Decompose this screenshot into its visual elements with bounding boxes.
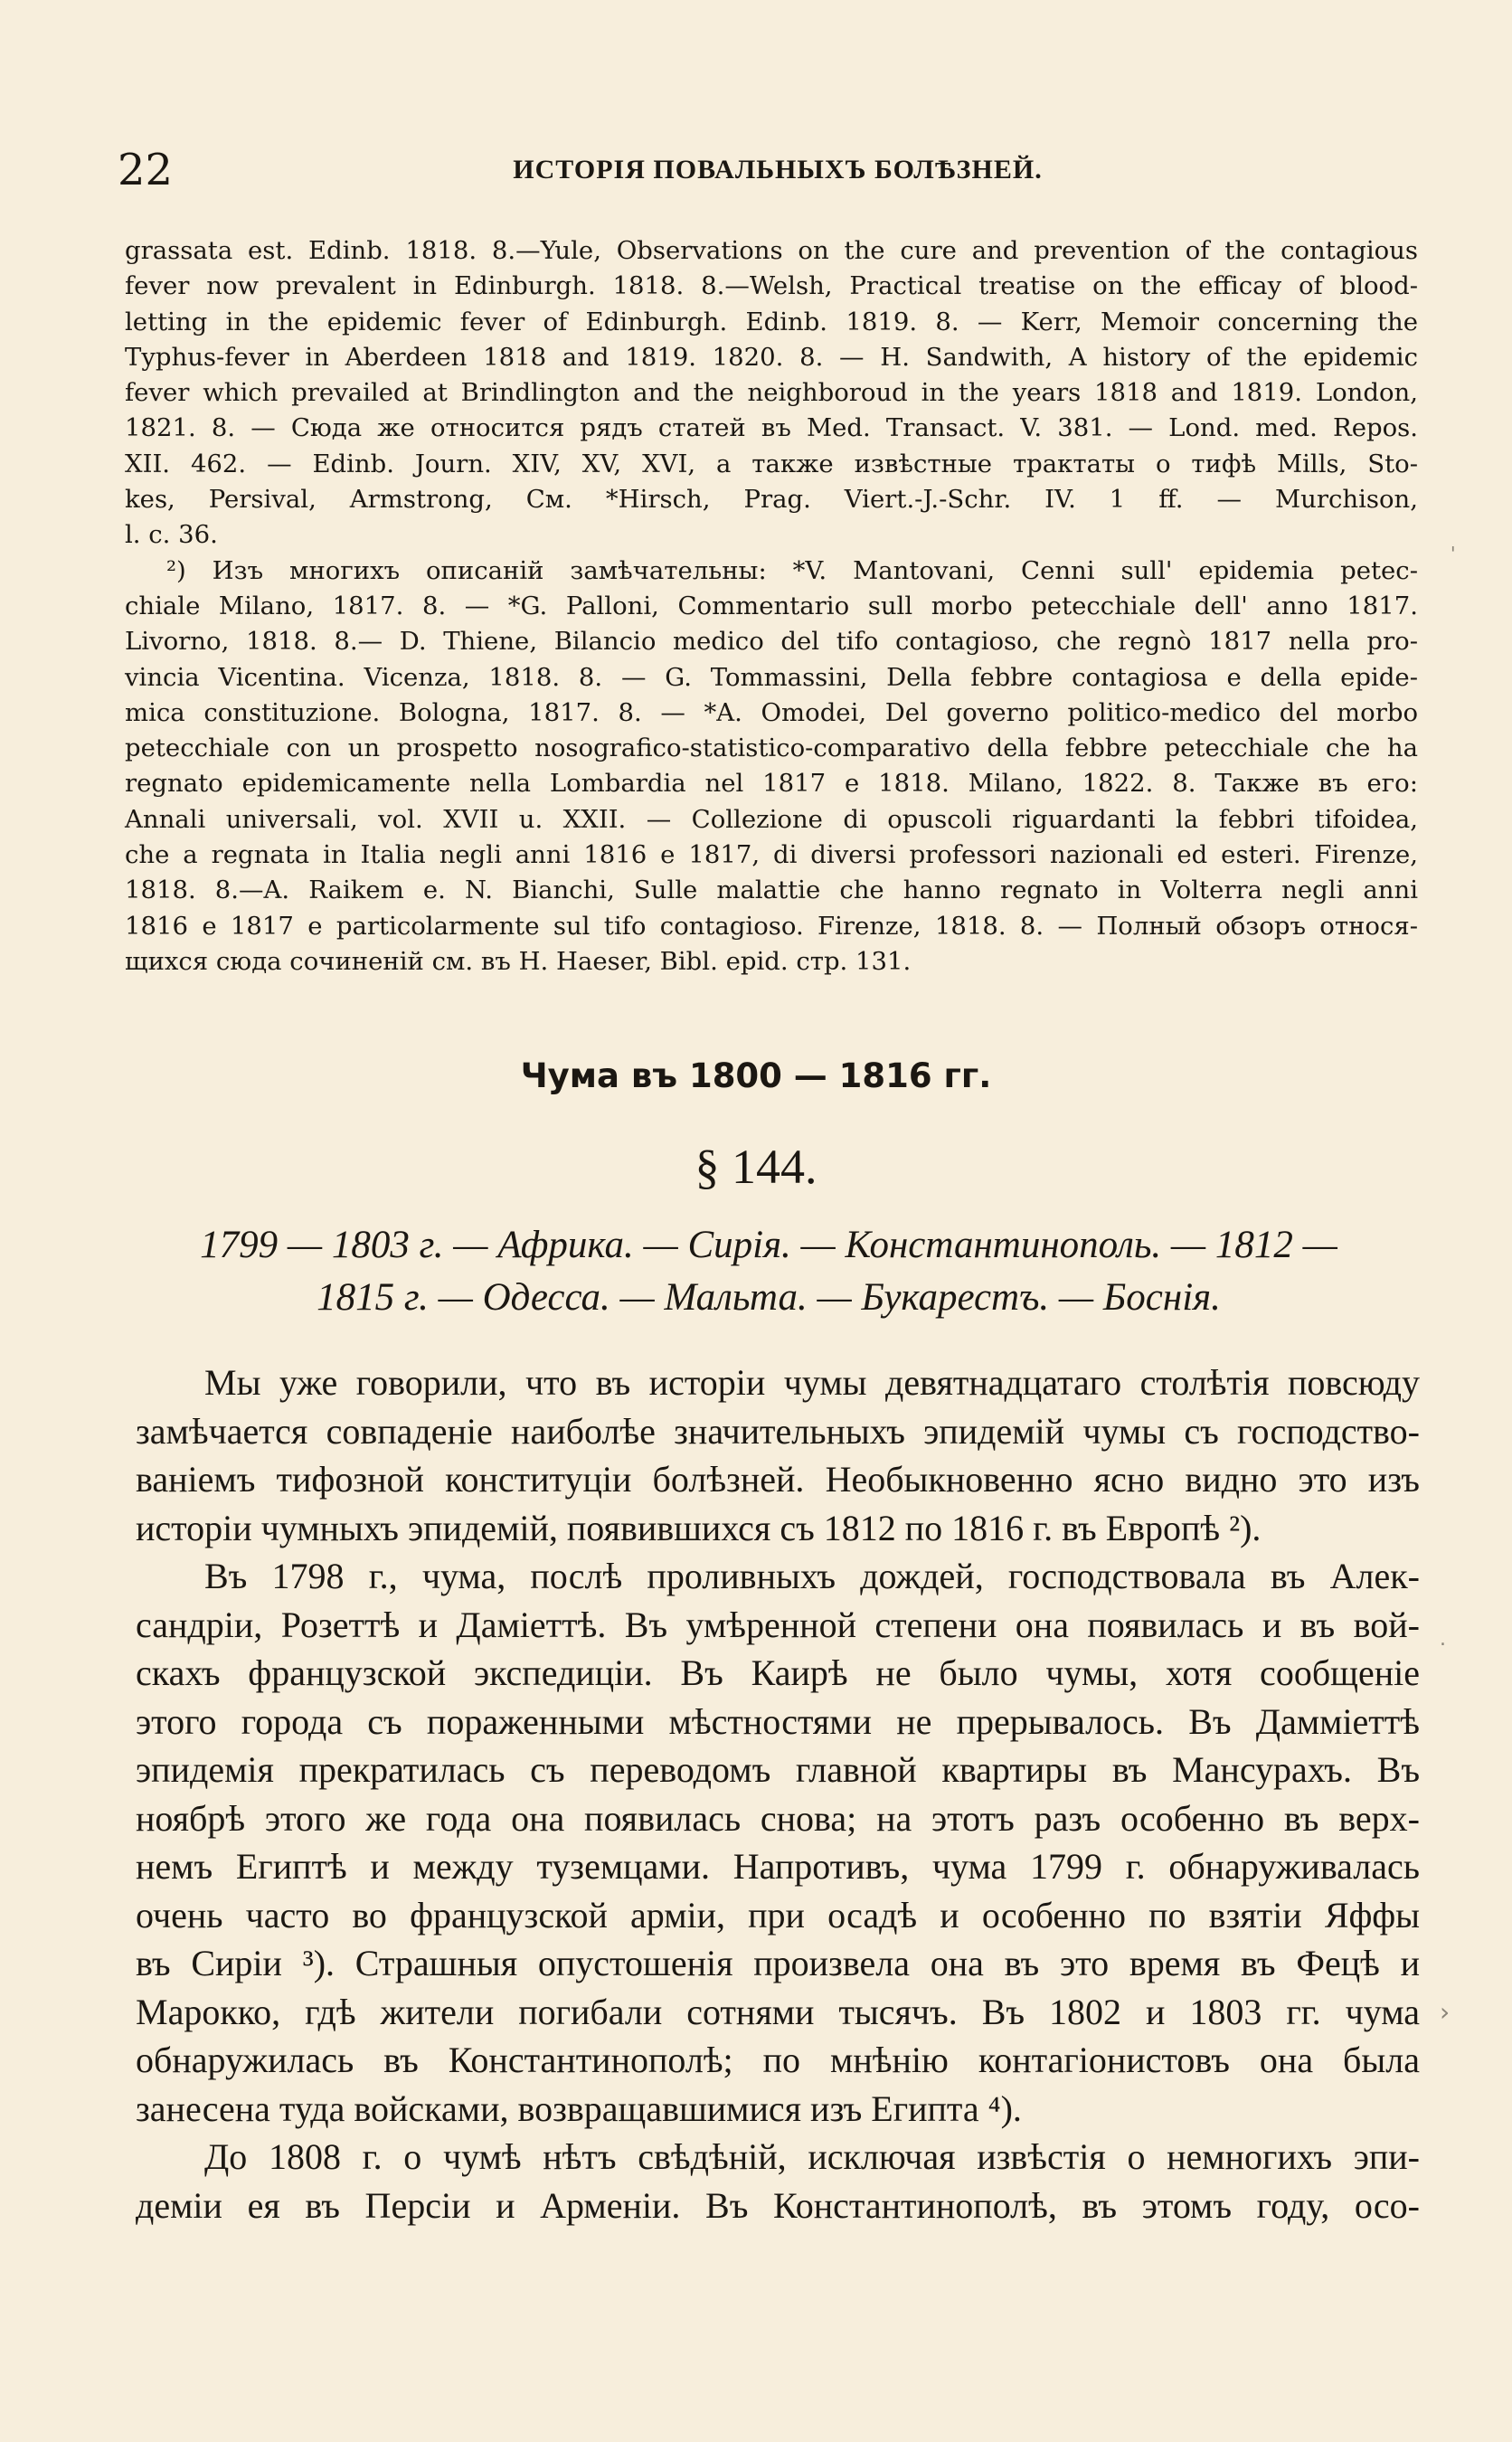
body-line: ваніемъ тифозной конституціи болѣзней. Необыкновенно ясно видно это изъ xyxy=(136,1459,1420,1500)
body-line: въ Сиріи ³). Страшныя опустошенія произвела она въ это время въ Фецѣ и xyxy=(136,1943,1420,1983)
body-line: занесена туда войсками, возвращавшимися изъ Египта ⁴). xyxy=(136,2087,1022,2129)
footnote-line: Livorno, 1818. 8.— D. Thiene, Bilancio medico del tifo contagioso, che regnò 1817 nella pro- xyxy=(125,627,1418,657)
body-line: Въ 1798 г., чума, послѣ проливныхъ дождей, господствовала въ Алек- xyxy=(204,1556,1420,1596)
body-line: До 1808 г. о чумѣ нѣтъ свѣдѣній, исключая извѣстія о немногихъ эпи- xyxy=(204,2136,1420,2177)
body-line: Мы уже говорили, что въ исторіи чумы девятнадцатаго столѣтія повсюду xyxy=(204,1362,1420,1403)
body-line: деміи ея въ Персіи и Арменіи. Въ Константинополѣ, въ этомъ году, осо- xyxy=(136,2184,1420,2226)
body-line: исторіи чумныхъ эпидемій, появившихся съ 1812 по 1816 г. въ Европѣ ²). xyxy=(136,1507,1262,1548)
body-line: замѣчается совпаденіе наиболѣе значительныхъ эпидемій чумы съ господство- xyxy=(136,1410,1420,1452)
body-text xyxy=(136,1358,1420,2229)
footnote-line: kes, Persival, Armstrong, См. *Hirsch, Prag. Viert.-J.-Schr. IV. 1 ff. — Murchison, xyxy=(125,485,1418,515)
footnote-line: l. c. 36. xyxy=(125,520,218,550)
subtitle-line: 1799 — 1803 г. — Африка. — Сирія. — Константинополь. — 1812 — xyxy=(200,1224,1337,1266)
page-header xyxy=(118,143,1438,197)
footnote-line: vincia Vicentina. Vicenza, 1818. 8. — G. Tommassini, Della febbre contagiosa e della epide- xyxy=(125,662,1418,692)
footnote-line: chiale Milano, 1817. 8. — *G. Palloni, Commentario sull morbo petecchiale dell' anno 1817. xyxy=(125,591,1418,620)
margin-speck: ' xyxy=(1451,543,1456,564)
body-line: ноябрѣ этого же года она появилась снова; на этотъ разъ особенно въ верх- xyxy=(136,1797,1420,1839)
footnotes-block xyxy=(125,233,1418,980)
page-number: 22 xyxy=(118,145,174,195)
margin-speck: . xyxy=(1440,1628,1446,1651)
section-title: Чума въ 1800 — 1816 гг. xyxy=(520,1056,992,1095)
footnote-line: grassata est. Edinb. 1818. 8.—Yule, Observations on the cure and prevention of the contagious xyxy=(125,236,1418,265)
running-head: ИСТОРІЯ ПОВАЛЬНЫХЪ БОЛѢЗНЕЙ. xyxy=(513,155,1043,185)
footnote-line: che a regnata in Italia negli anni 1816 e 1817, di diversi professori nazionali ed esteri. Firenze, xyxy=(125,840,1418,870)
body-line: сандріи, Розеттѣ и Даміеттѣ. Въ умѣренной степени она появилась и въ вой- xyxy=(136,1604,1420,1645)
body-line: скахъ французской экспедиціи. Въ Каирѣ не было чумы, хотя сообщеніе xyxy=(136,1652,1420,1693)
body-line: обнаружилась въ Константинополѣ; по мнѣнію контагіонистовъ она была xyxy=(136,2040,1420,2080)
footnote-line: 1821. 8. — Сюда же относится рядъ статей въ Med. Transact. V. 381. — Lond. med. Repos. xyxy=(125,413,1418,443)
footnote-line: XII. 462. — Edinb. Journ. XIV, XV, XVI, а также извѣстные трактаты о тифѣ Mills, Sto- xyxy=(125,449,1418,478)
footnote-line: 1818. 8.—A. Raikem e. N. Bianchi, Sulle malattie che hanno regnato in Volterra negli anni xyxy=(125,876,1418,905)
footnote-line: Typhus-fever in Aberdeen 1818 and 1819. 1820. 8. — H. Sandwith, A history of the epidemic xyxy=(125,342,1418,372)
body-line: немъ Египтѣ и между туземцами. Напротивъ, чума 1799 г. обнаруживалась xyxy=(136,1846,1420,1887)
footnote-line: regnato epidemicamente nella Lombardia nel 1817 e 1818. Milano, 1822. 8. Также въ его: xyxy=(125,769,1418,799)
body-line: эпидемія прекратилась съ переводомъ главной квартиры въ Мансурахъ. Въ xyxy=(136,1749,1420,1790)
body-line: Марокко, гдѣ жители погибали сотнями тысячъ. Въ 1802 и 1803 гг. чума xyxy=(136,1991,1420,2032)
footnote-line: petecchiale con un prospetto nosografico-statistico-comparativo della febbre petecchiale che ha xyxy=(125,734,1418,763)
footnote-line: letting in the epidemic fever of Edinburgh. Edinb. 1819. 8. — Kerr, Memoir concerning the xyxy=(125,307,1418,336)
paragraph-number: § 144. xyxy=(695,1140,817,1194)
footnote-line: mica constituzione. Bologna, 1817. 8. — *A. Omodei, Del governo politico-medico del morbo xyxy=(125,697,1418,727)
footnote-line: 1816 e 1817 e particolarmente sul tifo contagioso. Firenze, 1818. 8. — Полный обзоръ относя- xyxy=(125,911,1418,941)
body-line: очень часто во французской арміи, при осадѣ и особенно по взятіи Яффы xyxy=(136,1894,1420,1936)
footnote-line: Annali universali, vol. XVII u. XXII. — Collezione di opuscoli riguardanti la febbri tifoidea, xyxy=(125,804,1418,834)
margin-chevron: › xyxy=(1440,1997,1451,2027)
section-subtitle xyxy=(136,1219,1402,1324)
subtitle-line: 1815 г. — Одесса. — Мальта. — Букарестъ. — Боснія. xyxy=(317,1276,1221,1319)
footnote-line: щихся сюда сочиненій см. въ H. Haeser, Bibl. epid. стр. 131. xyxy=(125,946,912,976)
footnote-line: ²) Изъ многихъ описаній замѣчательны: *V. Mantovani, Cenni sull' epidemia petec- xyxy=(166,555,1418,585)
footnote-line: fever now prevalent in Edinburgh. 1818. 8.—Welsh, Practical treatise on the efficay of blood- xyxy=(125,271,1418,301)
body-line: этого города съ пораженными мѣстностями не прерывалось. Въ Дамміеттѣ xyxy=(136,1700,1420,1742)
footnote-line: fever which prevailed at Brindlington and the neighboroud in the years 1818 and 1819. London, xyxy=(125,378,1418,408)
